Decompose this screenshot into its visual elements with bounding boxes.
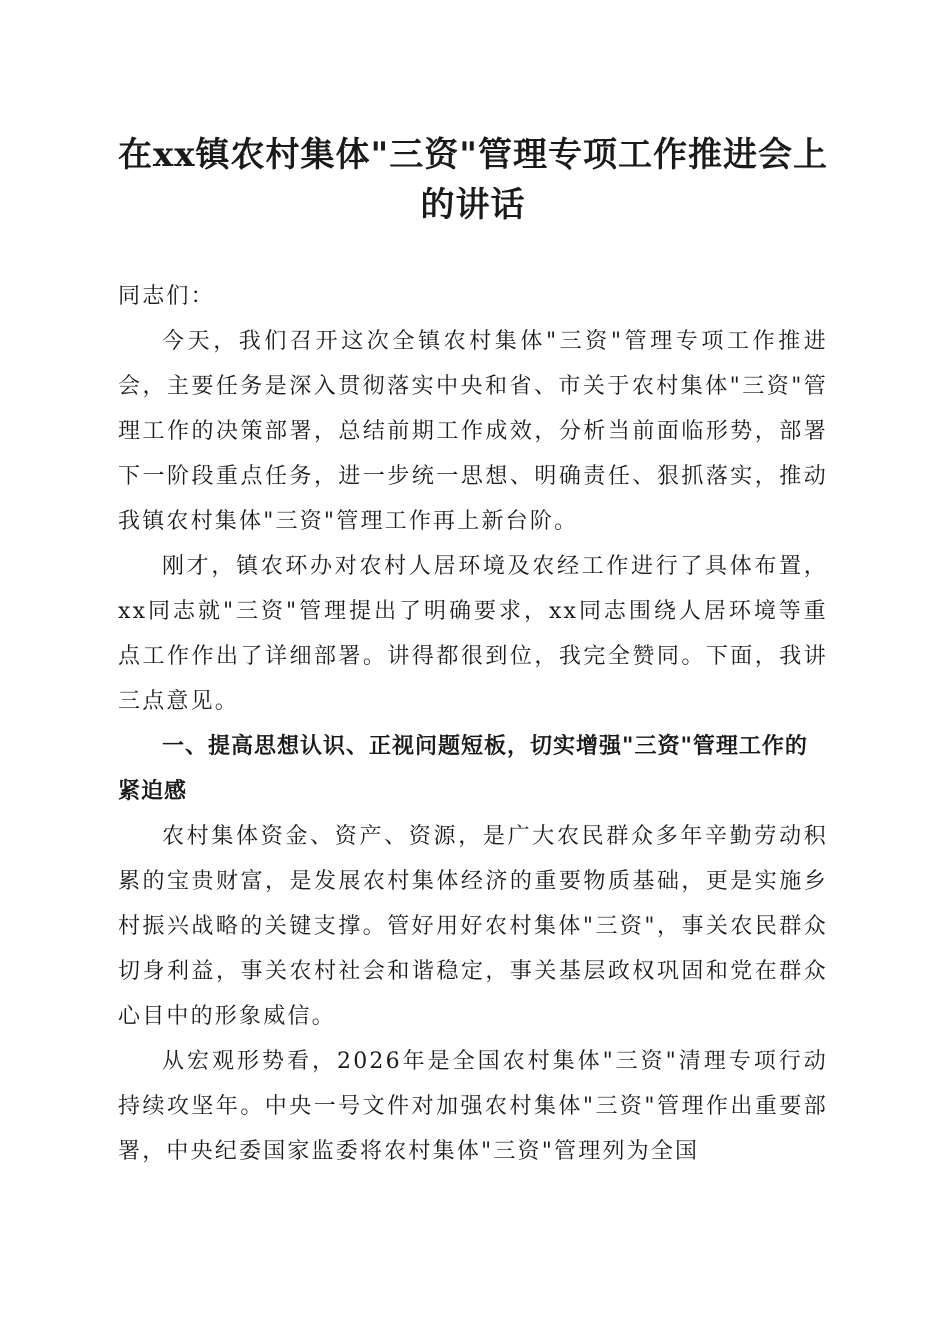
paragraph-importance: 农村集体资金、资产、资源，是广大农民群众多年辛勤劳动积累的宝贵财富，是发展农村集体经济的重要物质基础，更是实施乡村振兴战略的关键支撑。管好用好农村集体"三资"，事关农民群众切身利益，事关农村社会和谐稳定，事关基层政权巩固和党在群众心目中的形象威信。 — [118, 824, 828, 1029]
paragraph-macro-situation: 从宏观形势看，2026年是全国农村集体"三资"清理专项行动持续攻坚年。中央一号文件对加强农村集体"三资"管理作出重要部署，中央纪委国家监委将农村集体"三资"管理列为全国 — [118, 1049, 828, 1164]
section-heading-1: 一、提高思想认识、正视问题短板，切实增强"三资"管理工作的紧迫感 — [118, 734, 808, 804]
document-page — [118, 130, 828, 1174]
salutation: 同志们： — [118, 284, 215, 309]
paragraph-opening: 今天，我们召开这次全镇农村集体"三资"管理专项工作推进会，主要任务是深入贯彻落实中央和省、市关于农村集体"三资"管理工作的决策部署，总结前期工作成效，分析当前面临形势，部署下一阶段重点任务，进一步统一思想、明确责任、狠抓落实，推动我镇农村集体"三资"管理工作再上新台阶。 — [118, 329, 828, 534]
document-title: 在xx镇农村集体"三资"管理专项工作推进会上的讲话 — [118, 135, 828, 225]
paragraph-remarks: 刚才，镇农环办对农村人居环境及农经工作进行了具体布置，xx同志就"三资"管理提出了明确要求，xx同志围绕人居环境等重点工作作出了详细部署。讲得都很到位，我完全赞同。下面，我讲三点意见。 — [118, 554, 828, 714]
